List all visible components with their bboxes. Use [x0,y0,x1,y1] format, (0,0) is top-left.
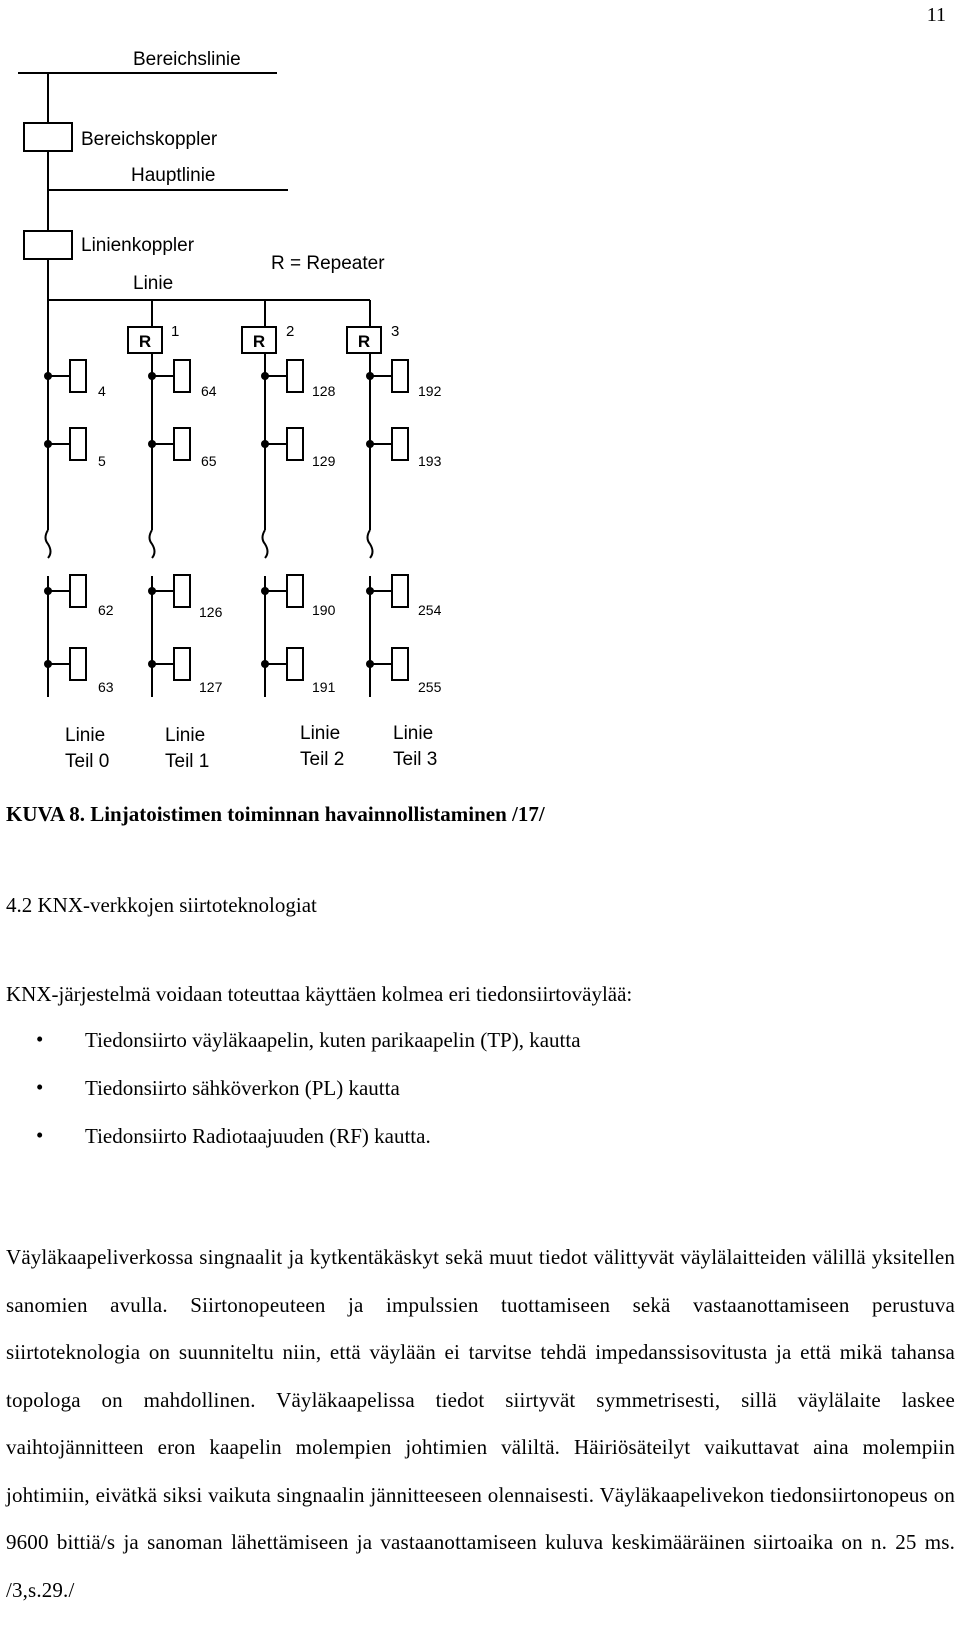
segment-label-line1: Linie [300,723,341,744]
device-address: 191 [312,679,336,695]
segment-label-line1: Linie [165,725,206,746]
repeater-symbol: R [357,332,371,351]
segment-label-line1: Linie [393,723,434,744]
device-address: 126 [199,604,223,620]
device-address: 128 [312,383,336,399]
bullet-list [6,1028,581,1172]
bus-device-box [287,428,303,460]
list-item: • Tiedonsiirto Radiotaajuuden (RF) kautta. [36,1123,431,1148]
device-address: 127 [199,679,223,695]
device-address: 255 [418,679,442,695]
segment-label-line2: Teil 3 [393,749,438,770]
bus-device-box [392,360,408,392]
bus-device-box [392,428,408,460]
bus-device-box [70,360,86,392]
device-address: 254 [418,602,442,618]
bus-device-box [287,575,303,607]
bullet-icon: • [36,1027,44,1051]
repeater-symbol: R [252,332,266,351]
repeater-number: 3 [391,323,400,340]
bus-device-box [392,648,408,680]
list-item: • Tiedonsiirto väyläkaapelin, kuten parikaapelin (TP), kautta [36,1027,581,1052]
device-address: 62 [98,602,114,618]
device-address: 5 [98,453,106,469]
bullet-icon: • [36,1075,44,1099]
linienkoppler-label: Linienkoppler [81,235,195,256]
body-paragraph: Väyläkaapeliverkossa singnaalit ja kytkentäkäskyt sekä muut tiedot välittyvät väylälaitteiden välillä yksitellen sanomien avulla. Siirtonopeuteen ja impulssien tuottamiseen sekä vastaanottamiseen perustuva siirtoteknologia on suunniteltu niin, että väylään ei tarvitse tehdä impedanssisovitusta ja että mikä tahansa topologa on mahdollinen. Väyläkaapelissa tiedot siirtyvät symmetrisesti, sillä väylälaite laskee vaihtojännitteen eron kaapelin molempien johtimien väliltä. Häiriösäteilyt vaikuttavat aina molempiin johtimiin, eivätkä siksi vaikuta singnaalin jännitteeseen olennaisesti. Väyläkaapelivekon tiedonsiirtonopeus on 9600 bittiä/s ja sanoman lähettämiseen ja vastaanottamiseen kuluva keskimääräinen siirtoaika on n. 25 ms. /3,s.29./ [6,1245,955,1602]
segment-label-line2: Teil 0 [65,751,110,772]
bus-device-box [174,428,190,460]
bus-device-box [392,575,408,607]
bus-device-box [287,360,303,392]
list-item: • Tiedonsiirto sähköverkon (PL) kautta [36,1075,400,1100]
bus-device-box [70,648,86,680]
repeater-symbol: R [138,332,152,351]
device-address: 193 [418,453,442,469]
bereichslinie-label: Bereichslinie [133,49,241,70]
bus-device-box [174,575,190,607]
intro-text: KNX-järjestelmä voidaan toteuttaa käyttäen kolmea eri tiedonsiirtoväylää: [6,982,633,1006]
device-address: 63 [98,679,114,695]
repeater-legend: R = Repeater [271,253,385,274]
bereichskoppler-box [24,123,72,151]
repeater-number: 1 [171,323,180,340]
device-address: 65 [201,453,217,469]
linienkoppler-box [24,231,72,259]
bullet-icon: • [36,1123,44,1147]
segment-label-line1: Linie [65,725,106,746]
segment-label-line2: Teil 2 [300,749,345,770]
bus-device-box [70,428,86,460]
page-number: 11 [926,4,946,26]
bereichskoppler-label: Bereichskoppler [81,129,218,150]
device-address: 192 [418,383,442,399]
device-address: 190 [312,602,336,618]
knx-topology-diagram [0,0,960,790]
hauptlinie-label: Hauptlinie [131,165,216,186]
bus-device-box [287,648,303,680]
bus-device-box [70,575,86,607]
bus-device-box [174,648,190,680]
segment-label-line2: Teil 1 [165,751,210,772]
section-heading: 4.2 KNX-verkkojen siirtoteknologiat [6,893,317,917]
repeater-number: 2 [286,323,295,340]
linie-label: Linie [133,273,174,294]
figure-caption: KUVA 8. Linjatoistimen toiminnan havainnollistaminen /17/ [6,802,545,826]
device-address: 4 [98,383,106,399]
device-address: 129 [312,453,336,469]
bus-device-box [174,360,190,392]
device-address: 64 [201,383,217,399]
